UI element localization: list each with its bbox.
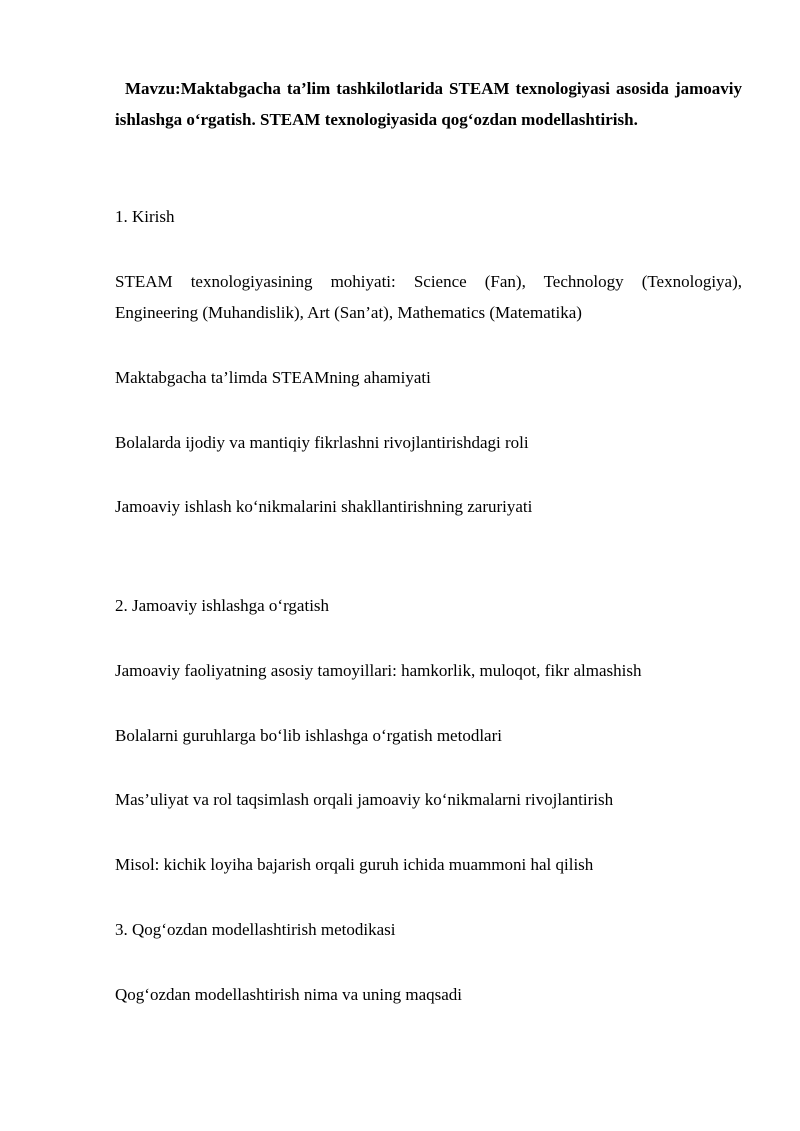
paragraph-steam-essence: STEAM texnologiyasining mohiyati: Science (Fan), Technology (Texnologiya), Engineering (Muhandislik), Art (San’at), Mathematics (Matematika): [115, 272, 742, 322]
paragraph-steam-importance: Maktabgacha ta’limda STEAMning ahamiyati: [115, 368, 431, 387]
paragraph-teamwork-skills: Jamoaviy ishlash ko‘nikmalarini shakllantirishning zaruriyati: [115, 497, 533, 516]
document-title: Mavzu:Maktabgacha ta’lim tashkilotlarida STEAM texnologiyasi asosida jamoaviy ishlashga o‘rgatish. STEAM texnologiyasida qog‘ozdan modellashtirish.: [115, 79, 742, 129]
paragraph-example-project: Misol: kichik loyiha bajarish orqali guruh ichida muammoni hal qilish: [115, 855, 594, 874]
paragraph-role-distribution: Mas’uliyat va rol taqsimlash orqali jamoaviy ko‘nikmalarni rivojlantirish: [115, 790, 614, 809]
paragraph-paper-modeling-purpose: Qog‘ozdan modellashtirish nima va uning maqsadi: [115, 985, 463, 1004]
section-heading-introduction: 1. Kirish: [115, 207, 175, 226]
section-heading-paper-modeling: 3. Qog‘ozdan modellashtirish metodikasi: [115, 920, 396, 939]
section-heading-teamwork: 2. Jamoaviy ishlashga o‘rgatish: [115, 596, 330, 615]
paragraph-group-methods: Bolalarni guruhlarga bo‘lib ishlashga o‘rgatish metodlari: [115, 726, 502, 745]
paragraph-creative-thinking: Bolalarda ijodiy va mantiqiy fikrlashni rivojlantirishdagi roli: [115, 433, 529, 452]
paragraph-teamwork-principles: Jamoaviy faoliyatning asosiy tamoyillari: hamkorlik, muloqot, fikr almashish: [115, 661, 642, 680]
